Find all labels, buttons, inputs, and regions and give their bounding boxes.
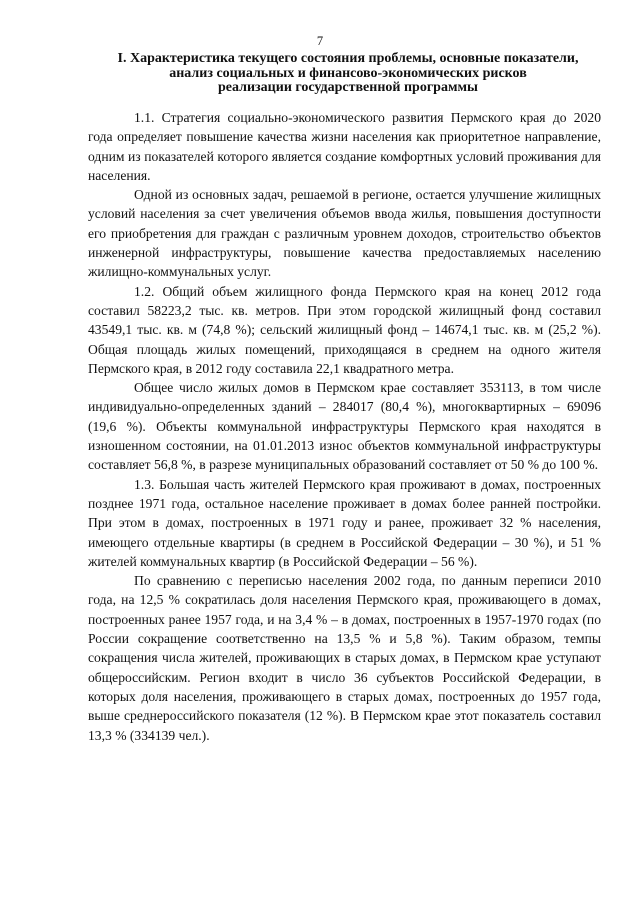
document-body — [88, 108, 601, 745]
section-heading — [88, 52, 608, 96]
section-heading-line-1: I. Характеристика текущего состояния проблемы, основные показатели, — [117, 51, 579, 66]
page-number: 7 — [316, 34, 324, 48]
paragraph-census-comparison: По сравнению с переписью населения 2002 года, по данным переписи 2010 года, на 12,5 % сократилась доля населения Пермского края, проживающего в домах, построенных ранее 1957 года, и на 3,4 % – в домах, построенных в 1957-1970 годах (по России сокращение соответственно на 13,5 % и 5,8 %). Таким образом, темпы сокращения числа жителей, проживающих в старых домах, в Пермском крае уступают общероссийским. Регион входит в число 36 субъектов Российской Федерации, в которых доля населения, проживающего в старых домах, построенных до 1957 года, выше среднероссийского показателя (12 %). В Пермском крае этот показатель составил 13,3 % (334139 чел.). — [88, 573, 601, 743]
section-heading-line-2: анализ социальных и финансово-экономических рисков — [169, 65, 527, 81]
section-heading-line-3: реализации государственной программы — [218, 80, 478, 95]
paragraph-main-tasks: Одной из основных задач, решаемой в регионе, остается улучшение жилищных условий населения за счет увеличения объемов ввода жилья, повышения доступности его приобретения для граждан с различным уровнем доходов, строительство объектов инженерной инфраструктуры, повышение качества предоставляемых населению жилищно-коммунальных услуг. — [88, 187, 601, 280]
paragraph-1-1-strategy: 1.1. Стратегия социально-экономического развития Пермского края до 2020 года определяет повышение качества жизни населения как приоритетное направление, одним из показателей которого является создание комфортных условий проживания для населения. — [88, 110, 601, 183]
paragraph-1-3-residents: 1.3. Большая часть жителей Пермского края проживают в домах, построенных позднее 1971 года, остальное население проживает в домах более ранней постройки. При этом в домах, построенных в 1971 году и ранее, проживает 32 % населения, имеющего отдельные квартиры (в среднем в Российской Федерации – 30 %), и 51 % жителей коммунальных квартир (в Российской Федерации – 56 %). — [88, 476, 601, 569]
paragraph-residential-buildings: Общее число жилых домов в Пермском крае составляет 353113, в том числе индивидуально-определенных зданий – 284017 (80,4 %), многоквартирных – 69096 (19,6 %). Объекты коммунальной инфраструктуры Пермского края находятся в изношенном состоянии, на 01.01.2013 износ объектов коммунальной инфраструктуры составляет 56,8 %, в разрезе муниципальных образований составляет от 50 % до 100 %. — [88, 380, 601, 473]
paragraph-1-2-housing-stock: 1.2. Общий объем жилищного фонда Пермского края на конец 2012 года составил 58223,2 тыс. кв. метров. При этом городской жилищный фонд составил 43549,1 тыс. кв. м (74,8 %); сельский жилищный фонд – 14674,1 тыс. кв. м (25,2 %). Общая площадь жилых помещений, приходящаяся в среднем на одного жителя Пермского края, в 2012 году составила 22,1 квадратного метра. — [88, 283, 601, 376]
